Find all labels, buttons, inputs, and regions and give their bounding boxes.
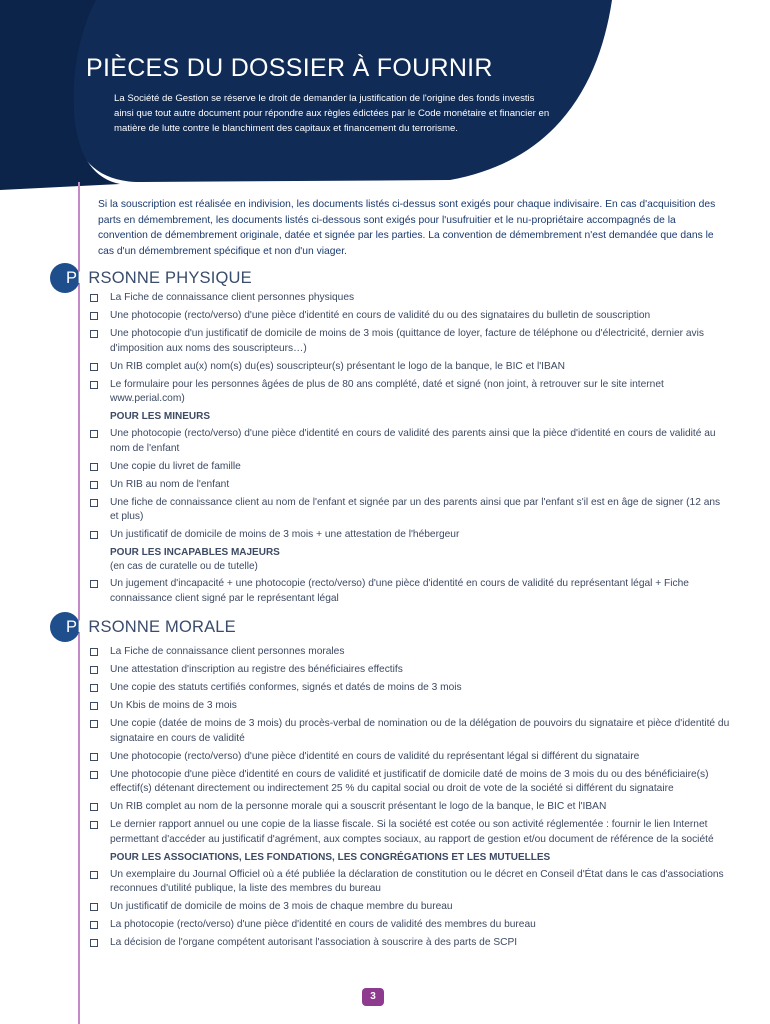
list-item[interactable]: La photocopie (recto/verso) d'une pièce d'identité en cours de validité des membres du bureau (90, 918, 730, 933)
list-item[interactable]: Un exemplaire du Journal Officiel où a été publiée la déclaration de constitution ou le décret en Conseil d'État dans le cas d'associations reconnues d'utilité publique, la liste des membres du bureau (90, 868, 730, 897)
checkbox-icon[interactable] (90, 771, 98, 779)
checkbox-icon[interactable] (90, 903, 98, 911)
subheading-associations: POUR LES ASSOCIATIONS, LES FONDATIONS, LES CONGRÉGATIONS ET LES MUTUELLES (110, 851, 551, 863)
checkbox-icon[interactable] (90, 753, 98, 761)
subheading-incapables: POUR LES INCAPABLES MAJEURS (en cas de curatelle ou de tutelle) (110, 547, 280, 572)
list-item[interactable]: Une photocopie d'un justificatif de domicile de moins de 3 mois (quittance de loyer, facture de téléphone ou d'électricité, dernier avis d'imposition aux noms des souscripteurs…) (90, 327, 730, 356)
checkbox-icon[interactable] (90, 363, 98, 371)
indivision-note: Si la souscription est réalisée en indivision, les documents listés ci-dessus sont exigés pour chaque indivisaire. En cas d'acquisition des parts en démembrement, les documents listés ci-dessous sont exigés pour l'usufruitier et le nu-propriétaire accompagnés de la convention de démembrement originale, datée et signée par les parties. La convention de démembrement n'est demandée que dans le cas d'un démembrement spécifique et non d'un viager. (98, 199, 716, 257)
list-item[interactable]: Une copie (datée de moins de 3 mois) du procès-verbal de nomination ou de la délégation de pouvoirs du signataire et pièce d'identité du signataire en cours de validité (90, 717, 730, 746)
list-item[interactable]: La Fiche de connaissance client personnes physiques (90, 291, 730, 306)
vertical-divider (78, 182, 80, 1024)
section-title-morale: PERSONNE MORALE (66, 618, 236, 636)
list-item[interactable]: Une copie du livret de famille (90, 460, 730, 475)
page-title: PIÈCES DU DOSSIER À FOURNIR (86, 54, 493, 82)
checkbox-icon[interactable] (90, 463, 98, 471)
checkbox-icon[interactable] (90, 312, 98, 320)
list-item[interactable]: Un RIB complet au(x) nom(s) du(es) souscripteur(s) présentant le logo de la banque, le BIC et l'IBAN (90, 360, 730, 375)
checkbox-icon[interactable] (90, 720, 98, 728)
checkbox-icon[interactable] (90, 803, 98, 811)
list-item[interactable]: Une photocopie d'une pièce d'identité en cours de validité et justificatif de domicile daté de moins de 3 mois du ou des bénéficiaire(s) effectif(s) détenant directement ou indirectement 25 % du capital social ou droit de vote de la société si différent du signataire (90, 768, 730, 797)
list-item[interactable]: Un justificatif de domicile de moins de 3 mois de chaque membre du bureau (90, 900, 730, 915)
checkbox-icon[interactable] (90, 330, 98, 338)
list-item[interactable]: La décision de l'organe compétent autorisant l'association à souscrire à des parts de SCPI (90, 936, 730, 951)
section-title-physique: PERSONNE PHYSIQUE (66, 269, 252, 287)
checkbox-icon[interactable] (90, 821, 98, 829)
checkbox-icon[interactable] (90, 939, 98, 947)
list-item[interactable]: Un justificatif de domicile de moins de 3 mois + une attestation de l'hébergeur (90, 528, 730, 543)
list-physique (90, 291, 730, 610)
list-item[interactable]: Une copie des statuts certifiés conformes, signés et datés de moins de 3 mois (90, 681, 730, 696)
list-item[interactable]: Un RIB complet au nom de la personne morale qui a souscrit présentant le logo de la banque, le BIC et l'IBAN (90, 800, 730, 815)
checkbox-icon[interactable] (90, 921, 98, 929)
checkbox-icon[interactable] (90, 684, 98, 692)
list-item[interactable]: Une photocopie (recto/verso) d'une pièce d'identité en cours de validité du ou des signataires du bulletin de souscription (90, 309, 730, 324)
list-item[interactable]: Une photocopie (recto/verso) d'une pièce d'identité en cours de validité des parents ainsi que la pièce d'identité en cours de validité au nom de l'enfant (90, 427, 730, 456)
list-item[interactable]: Une photocopie (recto/verso) d'une pièce d'identité en cours de validité du représentant légal si différent du signataire (90, 750, 730, 765)
checkbox-icon[interactable] (90, 294, 98, 302)
checkbox-icon[interactable] (90, 481, 98, 489)
checkbox-icon[interactable] (90, 666, 98, 674)
checkbox-icon[interactable] (90, 531, 98, 539)
checkbox-icon[interactable] (90, 702, 98, 710)
list-item[interactable]: Une attestation d'inscription au registre des bénéficiaires effectifs (90, 663, 730, 678)
list-item[interactable]: Un jugement d'incapacité + une photocopie (recto/verso) d'une pièce d'identité en cours de validité du représentant légal + Fiche connaissance client signé par le représentant légal (90, 577, 730, 606)
list-morale (90, 645, 730, 954)
subheading-mineurs: POUR LES MINEURS (110, 411, 211, 422)
list-item[interactable]: Le formulaire pour les personnes âgées de plus de 80 ans complété, daté et signé (non joint, à retrouver sur le site internet www.perial.com) (90, 378, 730, 407)
intro-text: La Société de Gestion se réserve le droit de demander la justification de l'origine des fonds investis ainsi que tout autre document pour répondre aux règles édictées par le Code monétaire et financier en matière de lutte contre le blanchiment des capitaux et financement du terrorisme. (114, 93, 550, 134)
checkbox-icon[interactable] (90, 499, 98, 507)
list-item[interactable]: La Fiche de connaissance client personnes morales (90, 645, 730, 660)
checkbox-icon[interactable] (90, 430, 98, 438)
list-item[interactable]: Une fiche de connaissance client au nom de l'enfant et signée par un des parents ainsi que par l'enfant s'il est en âge de signer (12 ans et plus) (90, 496, 730, 525)
checkbox-icon[interactable] (90, 580, 98, 588)
list-item[interactable]: Un RIB au nom de l'enfant (90, 478, 730, 493)
page-number-badge: 3 (362, 988, 384, 1006)
checkbox-icon[interactable] (90, 648, 98, 656)
list-item[interactable]: Un Kbis de moins de 3 mois (90, 699, 730, 714)
checkbox-icon[interactable] (90, 871, 98, 879)
checkbox-icon[interactable] (90, 381, 98, 389)
list-item[interactable]: Le dernier rapport annuel ou une copie de la liasse fiscale. Si la société est cotée ou son activité réglementée : fournir le lien Internet permettant d'accéder au justificatif d'agrément, aux comptes sociaux, au rapport de gestion et/ou document de référence de la société (90, 818, 730, 847)
